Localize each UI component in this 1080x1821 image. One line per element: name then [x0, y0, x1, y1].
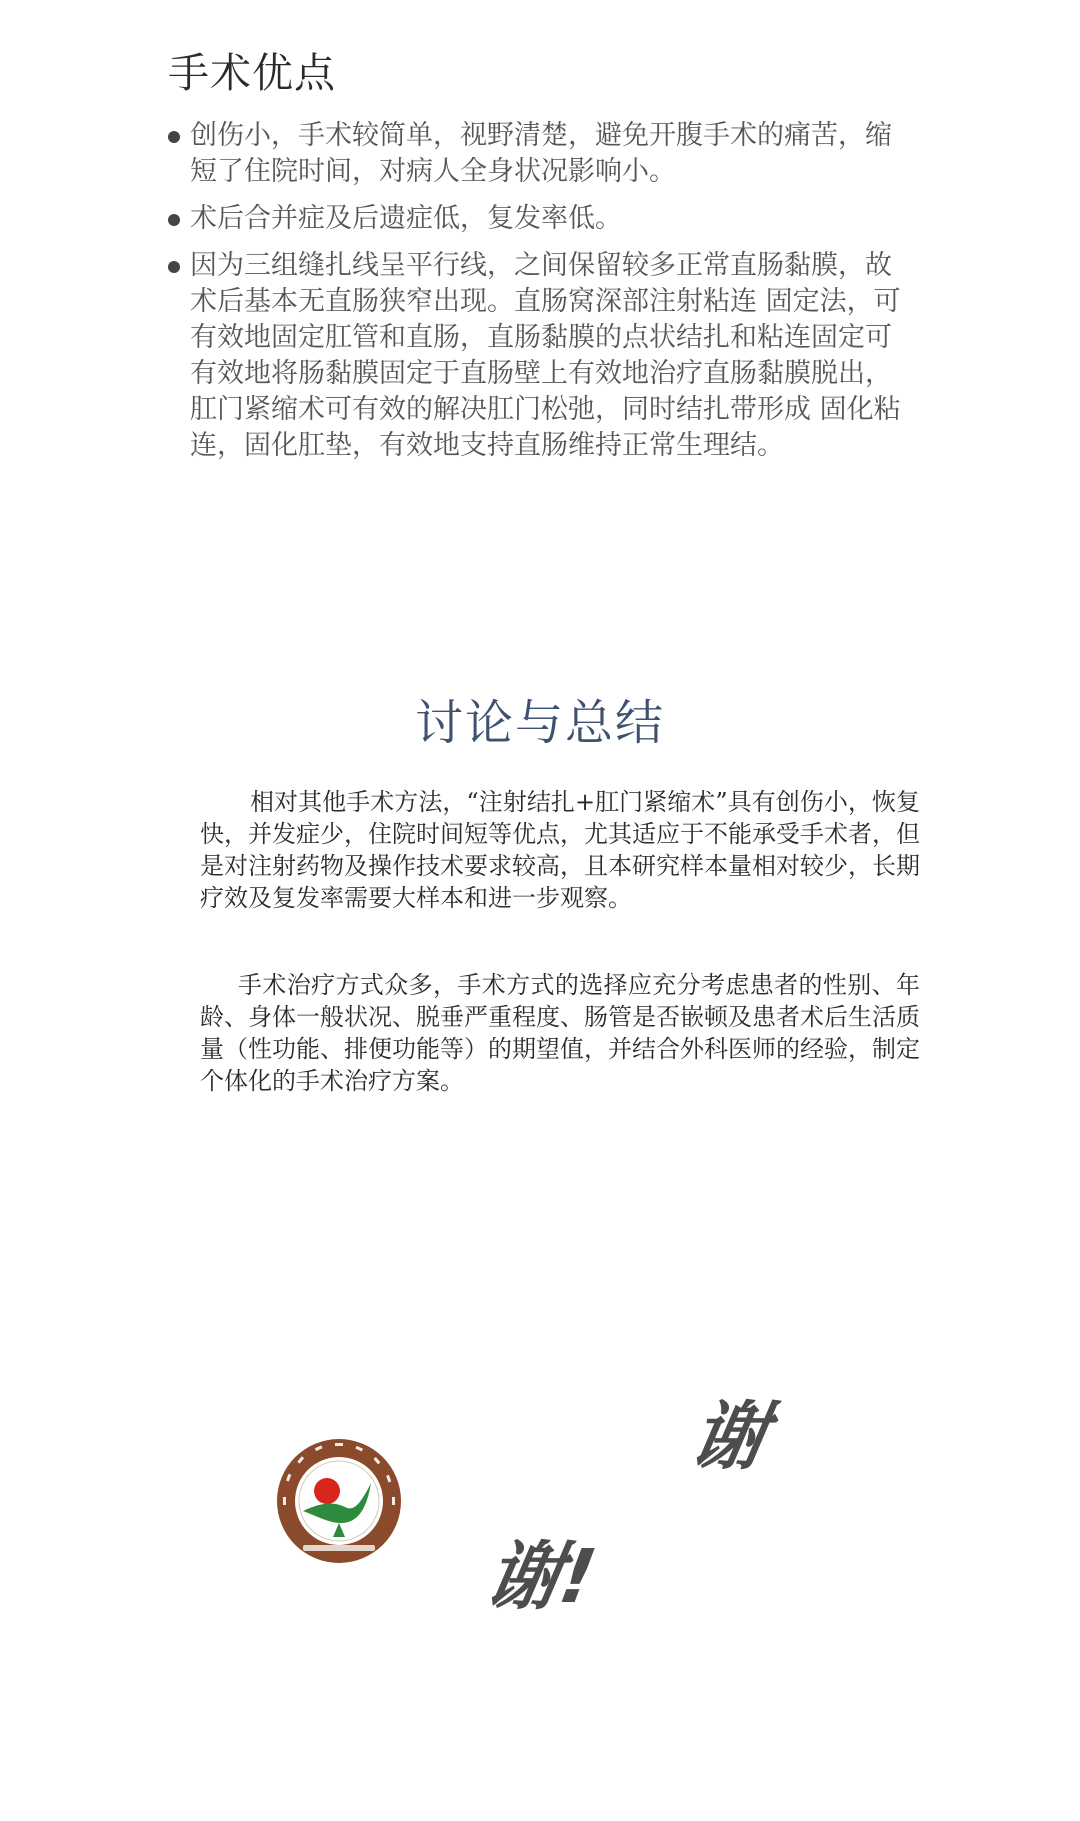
- list-item-text: 因为三组缝扎线呈平行线，之间保留较多正常直肠黏膜，故术后基本无直肠狭窄出现。直肠窝深部注射粘连 固定法，可有效地固定肛管和直肠，直肠黏膜的点状结扎和粘连固定可有效地将肠黏膜固定于直肠壁上有效地治疗直肠黏膜脱出，肛门紧缩术可有效的解决肛门松弛，同时结扎带形成 固化粘连，固化肛垫，有效地支持直肠维持正常生理结。: [190, 250, 901, 461]
- thanks-text-2: 谢!: [479, 1534, 603, 1620]
- advantages-title: 手术优点: [168, 49, 336, 97]
- discussion-paragraph-1: 相对其他手术方法，“注射结扎+肛门紧缩术”具有创伤小，恢复快，并发症少，住院时间短等优点，尤其适应于不能承受手术者，但是对注射药物及操作技术要求较高，且本研究样本量相对较少，长期疗效及复发率需要大样本和进一步观察。: [200, 788, 920, 912]
- list-item: [168, 201, 908, 237]
- bullet-icon: [168, 131, 180, 143]
- advantages-list: [168, 118, 908, 475]
- list-item-text: 创伤小，手术较简单，视野清楚，避免开腹手术的痛苦，缩短了住院时间，对病人全身状况影响小。: [190, 120, 892, 187]
- list-item: [168, 248, 908, 464]
- hospital-seal-icon: [275, 1437, 403, 1565]
- thanks-text-1: 谢: [684, 1394, 774, 1480]
- discussion-title: 讨论与总结: [414, 695, 665, 751]
- bullet-icon: [168, 261, 180, 273]
- bullet-icon: [168, 214, 180, 226]
- discussion-paragraph-2: 手术治疗方式众多，手术方式的选择应充分考虑患者的性别、年龄、身体一般状况、脱垂严重程度、肠管是否嵌顿及患者术后生活质量（性功能、排便功能等）的期望值，并结合外科医师的经验，制定个体化的手术治疗方案。: [200, 971, 920, 1095]
- hospital-logo: [275, 1437, 403, 1565]
- list-item-text: 术后合并症及后遗症低，复发率低。: [190, 203, 622, 234]
- list-item: [168, 118, 908, 190]
